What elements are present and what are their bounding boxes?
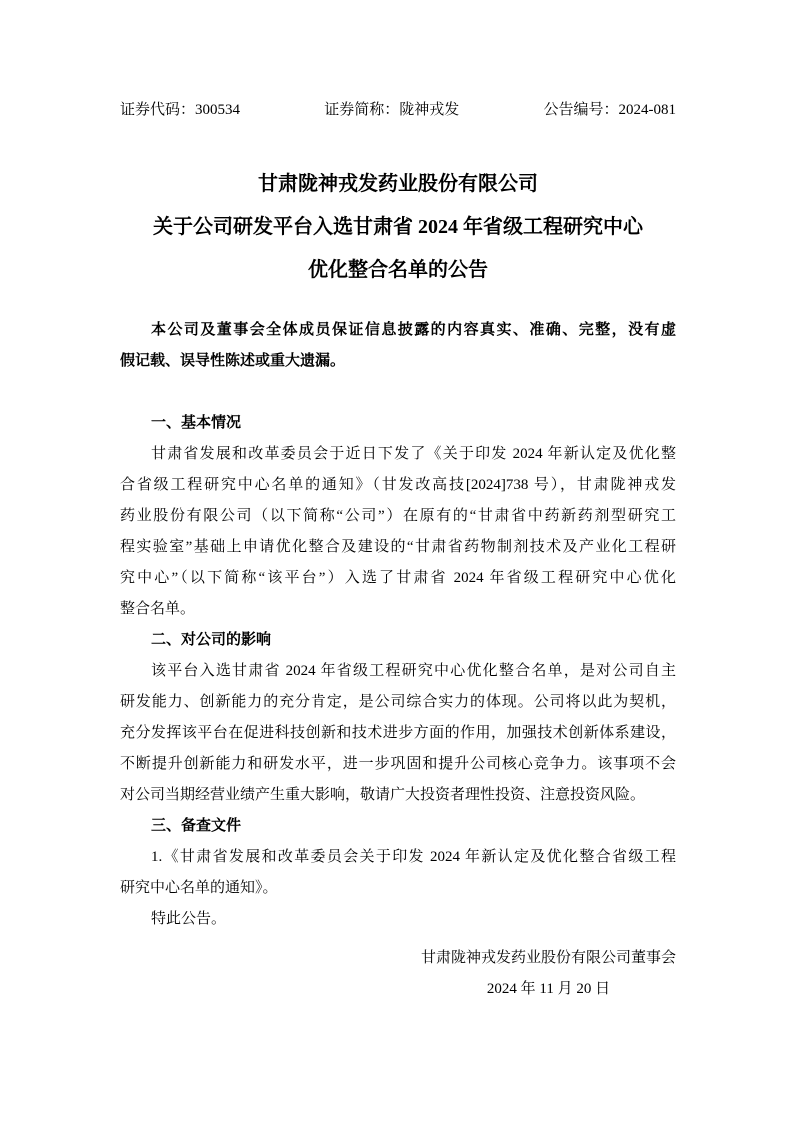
document-title [120, 163, 676, 292]
section-2-line: 该平台入选甘肃省 2024 年省级工程研究中心优化整合名单，是对公司自主 [151, 663, 676, 679]
document-header [120, 99, 676, 121]
disclaimer-statement [120, 315, 676, 377]
section-1-line: 程实验室”基础上申请优化整合及建设的“甘肃省药物制剂技术及产业化工程研 [120, 539, 676, 555]
signature-company: 甘肃陇神戎发药业股份有限公司董事会 [420, 950, 676, 966]
section-2-heading: 二、对公司的影响 [151, 632, 272, 648]
section-2-line: 不断提升创新能力和研发水平，进一步巩固和提升公司核心竞争力。该事项不会 [120, 756, 676, 772]
signature-date: 2024 年 11 月 20 日 [486, 981, 611, 997]
document-content [120, 0, 676, 1005]
section-2-line: 充分发挥该平台在促进科技创新和技术进步方面的作用，加强技术创新体系建设， [120, 725, 676, 741]
closing-line: 特此公告。 [151, 911, 227, 927]
section-3-line: 1.《甘肃省发展和改革委员会关于印发 2024 年新认定及优化整合省级工程 [151, 849, 676, 865]
stock-short-name: 证券简称：陇神戎发 [324, 102, 460, 118]
section-1-line: 合省级工程研究中心名单的通知》（甘发改高技[2024]738 号），甘肃陇神戎发 [120, 477, 676, 493]
section-1-line: 甘肃省发展和改革委员会于近日下发了《关于印发 2024 年新认定及优化整 [151, 446, 676, 462]
title-line-subject: 关于公司研发平台入选甘肃省 2024 年省级工程研究中心 [153, 216, 643, 238]
document-body [120, 408, 676, 935]
section-1-line: 整合名单。 [120, 601, 196, 617]
disclaimer-line: 本公司及董事会全体成员保证信息披露的内容真实、准确、完整，没有虚 [151, 322, 676, 338]
title-line-company: 甘肃陇神戎发药业股份有限公司 [258, 173, 538, 195]
section-2-line: 研发能力、创新能力的充分肯定，是公司综合实力的体现。公司将以此为契机， [120, 694, 676, 710]
section-1-heading: 一、基本情况 [151, 415, 242, 431]
section-2-line: 对公司当期经营业绩产生重大影响，敬请广大投资者理性投资、注意投资风险。 [120, 787, 646, 803]
disclaimer-line: 假记载、误导性陈述或重大遗漏。 [120, 353, 346, 369]
stock-code: 证券代码：300534 [120, 102, 241, 118]
section-1-line: 究中心”（以下简称“该平台”）入选了甘肃省 2024 年省级工程研究中心优化 [120, 570, 676, 586]
section-1-line: 药业股份有限公司（以下简称“公司”）在原有的“甘肃省中药新药剂型研究工 [120, 508, 676, 524]
title-line-announcement: 优化整合名单的公告 [308, 259, 488, 281]
section-3-line: 研究中心名单的通知》。 [120, 880, 278, 896]
signature-block [120, 943, 676, 1005]
section-3-heading: 三、备查文件 [151, 818, 242, 834]
announcement-number: 公告编号：2024-081 [543, 102, 676, 118]
